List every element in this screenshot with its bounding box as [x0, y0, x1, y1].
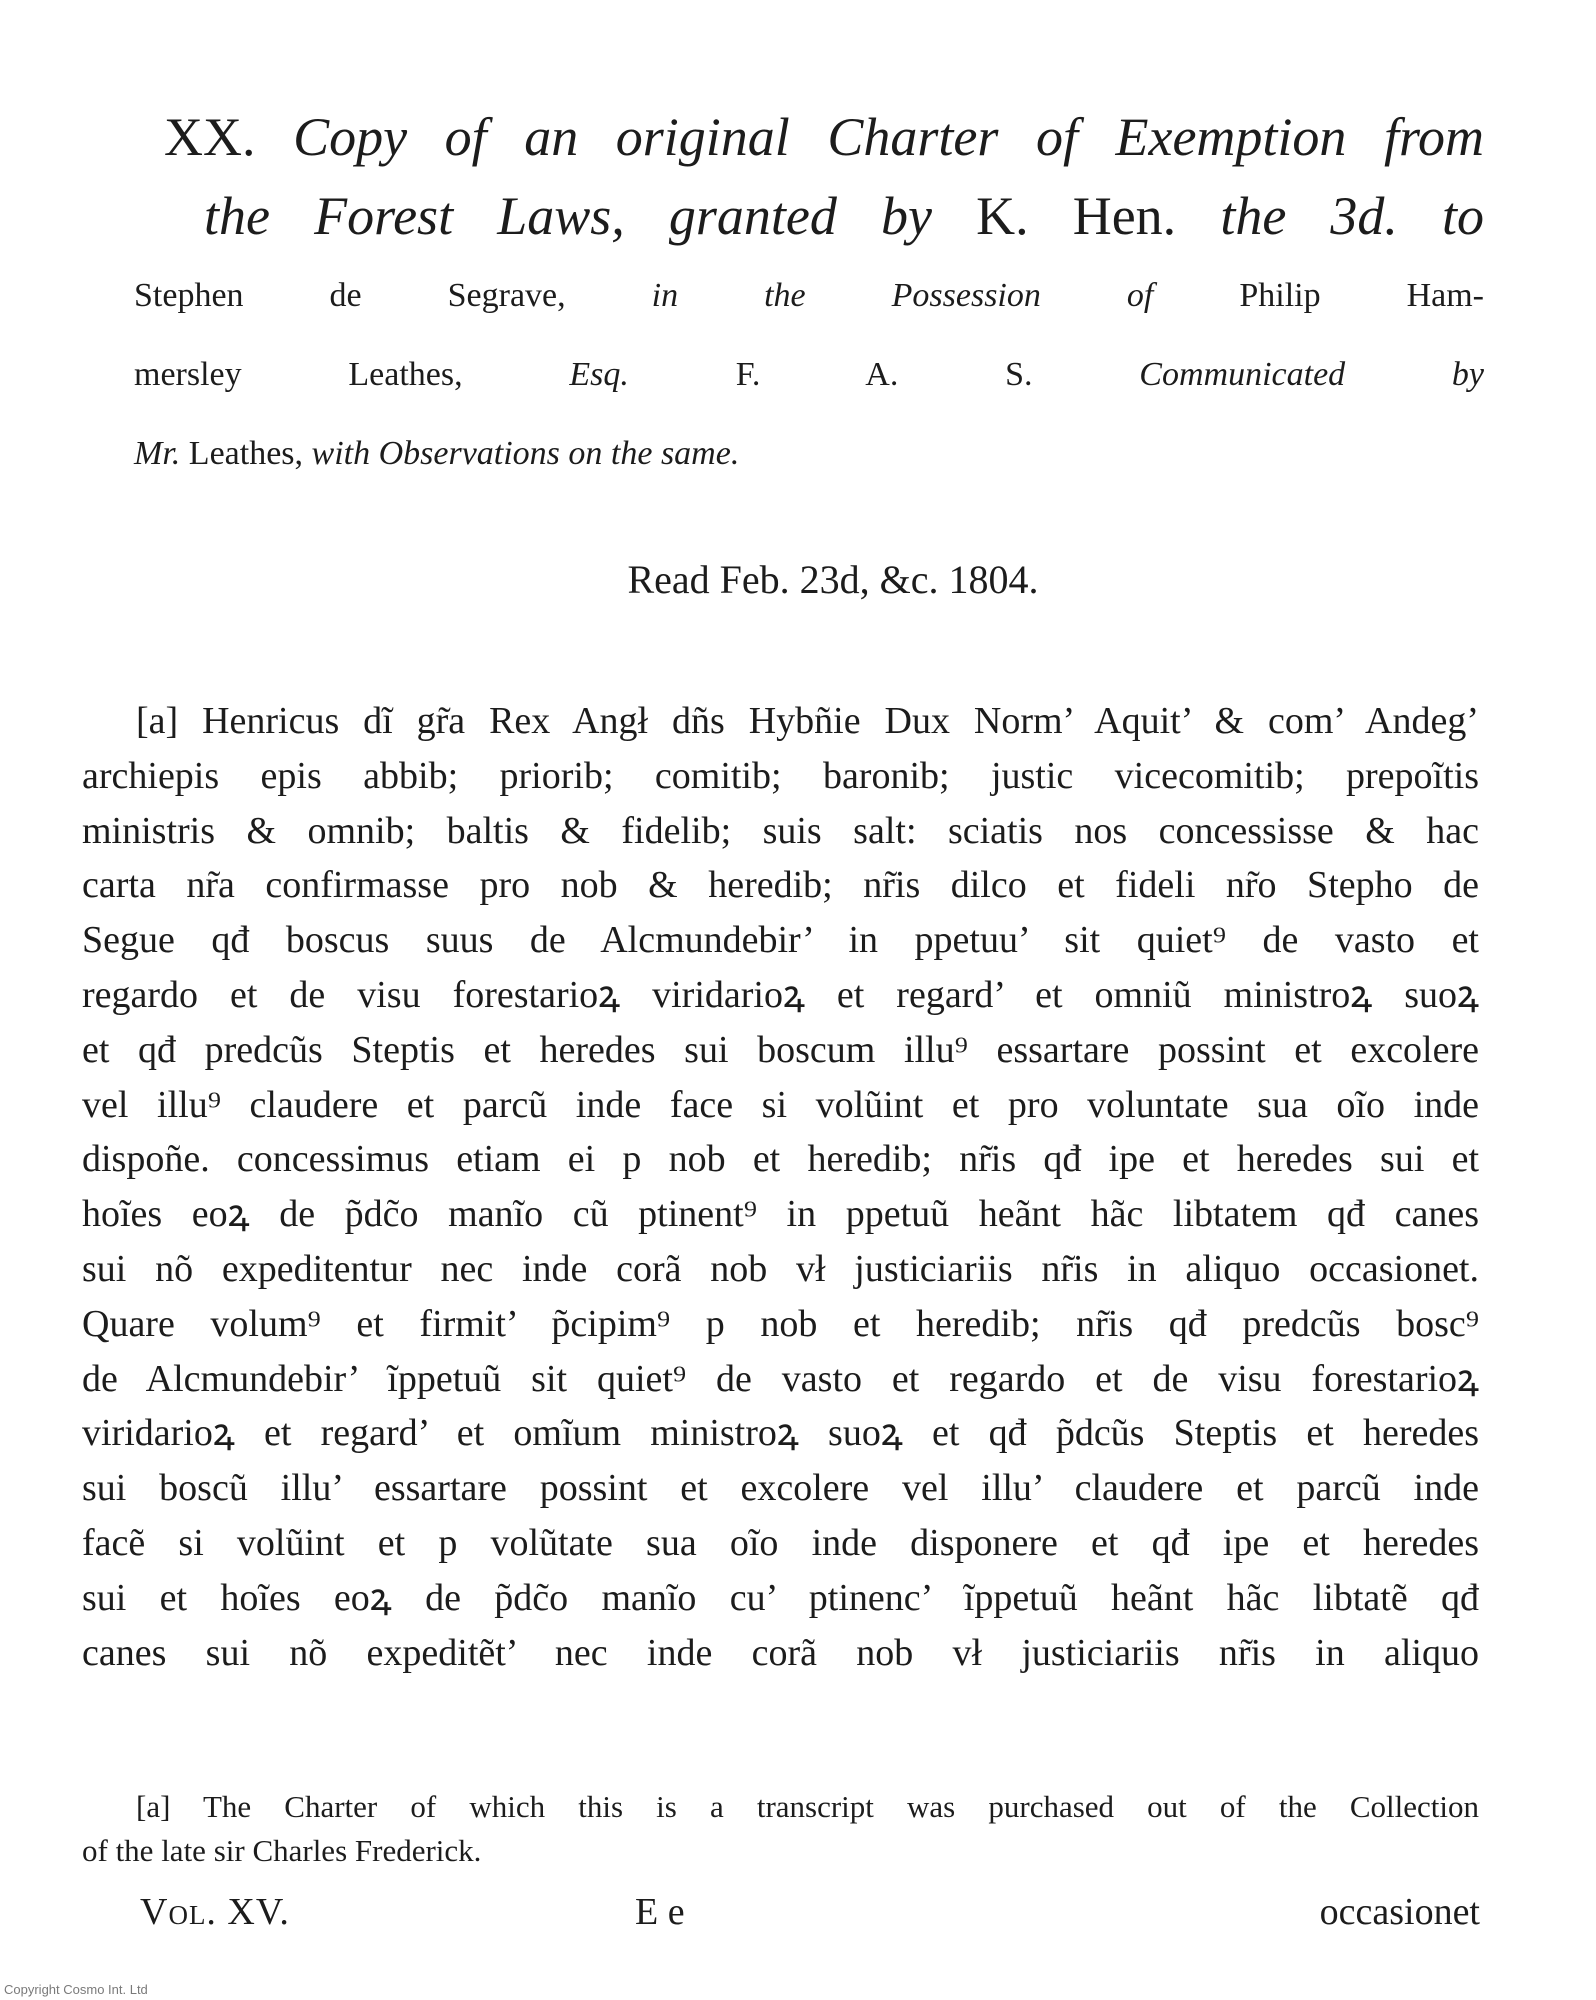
heading-seg: granted by: [668, 186, 932, 246]
heading-line-3: [134, 256, 1484, 335]
heading-line-2: [164, 177, 1484, 256]
catchword: occasionet: [1319, 1891, 1480, 1933]
page-footer: [140, 1890, 1480, 1934]
copyright-notice: Copyright Cosmo Int. Ltd: [4, 1982, 148, 1997]
volume-number: Vol. XV.: [140, 1891, 290, 1933]
charter-text: [82, 694, 1479, 1680]
charter-line: hoĩes eoꝝ de p̃dc̃o manĩo cũ ptinent⁹ in ppetuũ heãnt hãc libtatem qđ canes: [82, 1193, 1479, 1236]
charter-line: facẽ si volũint et p volũtate sua oĩo inde disponere et qđ ipe et heredes: [82, 1521, 1479, 1564]
heading-seg: Mr.: [134, 435, 181, 472]
charter-line: de Alcmundebir’ ĩppetuũ sit quiet⁹ de vasto et regardo et de visu forestarioꝝ: [82, 1357, 1479, 1400]
article-number: XX.: [164, 107, 256, 167]
heading-seg: K. Hen.: [976, 186, 1177, 246]
heading-seg: Leathes,: [188, 435, 304, 472]
heading-seg: F. A. S.: [735, 356, 1033, 393]
heading-seg: in the Possession of: [651, 277, 1154, 314]
heading-line-5: [134, 414, 1484, 493]
charter-line: archiepis epis abbib; priorib; comitib; baronib; justic vicecomitib; prepoĩtis: [82, 754, 1479, 797]
charter-line: sui boscũ illu’ essartare possint et excolere vel illu’ claudere et parcũ inde: [82, 1467, 1479, 1510]
charter-line: regardo et de visu forestarioꝝ viridarioꝝ et regard’ et omniũ ministroꝝ suoꝝ: [82, 973, 1479, 1016]
heading-seg: Stephen de Segrave,: [134, 277, 566, 314]
charter-line: dispoñe. concessimus etiam ei p nob et heredib; nr̃is qđ ipe et heredes sui et: [82, 1138, 1479, 1181]
charter-line: carta nr̃a confirmasse pro nob & heredib; nr̃is dilco et fideli nr̃o Stepho de: [82, 864, 1479, 907]
charter-line: sui et hoĩes eoꝝ de p̃dc̃o manĩo cu’ ptinenc’ ĩppetuũ heãnt hãc libtatẽ qđ: [82, 1576, 1479, 1619]
charter-line: canes sui nõ expeditẽt’ nec inde corã nob vł justiciariis nr̃is in aliquo: [82, 1631, 1479, 1674]
charter-line: sui nõ expeditentur nec inde corã nob vł justiciariis nr̃is in aliquo occasionet.: [82, 1247, 1479, 1290]
signature-mark: E e: [634, 1891, 685, 1933]
heading-seg: Communicated by: [1139, 356, 1485, 393]
footnote: [82, 1785, 1479, 1873]
charter-line: vel illu⁹ claudere et parcũ inde face si volũint et pro voluntate sua oĩo inde: [82, 1083, 1479, 1126]
charter-line: Segue qđ boscus suus de Alcmundebir’ in ppetuu’ sit quiet⁹ de vasto et: [82, 919, 1479, 962]
charter-line: [a] Henricus dĩ gr̃a Rex Angł dñs Hybñie Dux Norm’ Aquit’ & com’ Andeg’: [136, 700, 1479, 742]
footnote-line: [a] The Charter of which this is a transcript was purchased out of the Collection: [136, 1789, 1479, 1824]
heading-text-1: Copy of an original Charter of Exemption from: [293, 107, 1485, 167]
heading-seg: the 3d. to: [1220, 186, 1485, 246]
show-through-texture: [60, 0, 1556, 47]
heading-seg: with Observations on the same.: [311, 435, 740, 472]
charter-line: et qđ predcũs Steptis et heredes sui boscum illu⁹ essartare possint et excolere: [82, 1028, 1479, 1071]
heading-seg: Philip Ham-: [1239, 277, 1485, 314]
charter-line: Quare volum⁹ et firmit’ p̃cipim⁹ p nob et heredib; nr̃is qđ predcũs bosc⁹: [82, 1302, 1479, 1345]
footnote-line: of the late sir Charles Frederick.: [82, 1833, 482, 1868]
heading-seg: the Forest Laws,: [204, 186, 625, 246]
heading-seg: mersley Leathes,: [134, 356, 463, 393]
heading-line-1: [164, 98, 1484, 177]
article-heading: [134, 98, 1485, 493]
read-date: Read Feb. 23d, &c. 1804.: [627, 557, 1039, 602]
charter-line: ministris & omnib; baltis & fidelib; suis salt: sciatis nos concessisse & hac: [82, 809, 1479, 852]
heading-seg: Esq.: [569, 356, 629, 393]
heading-line-4: [134, 335, 1484, 414]
charter-line: viridarioꝝ et regard’ et omĩum ministroꝝ suoꝝ et qđ p̃dcũs Steptis et heredes: [82, 1412, 1479, 1455]
